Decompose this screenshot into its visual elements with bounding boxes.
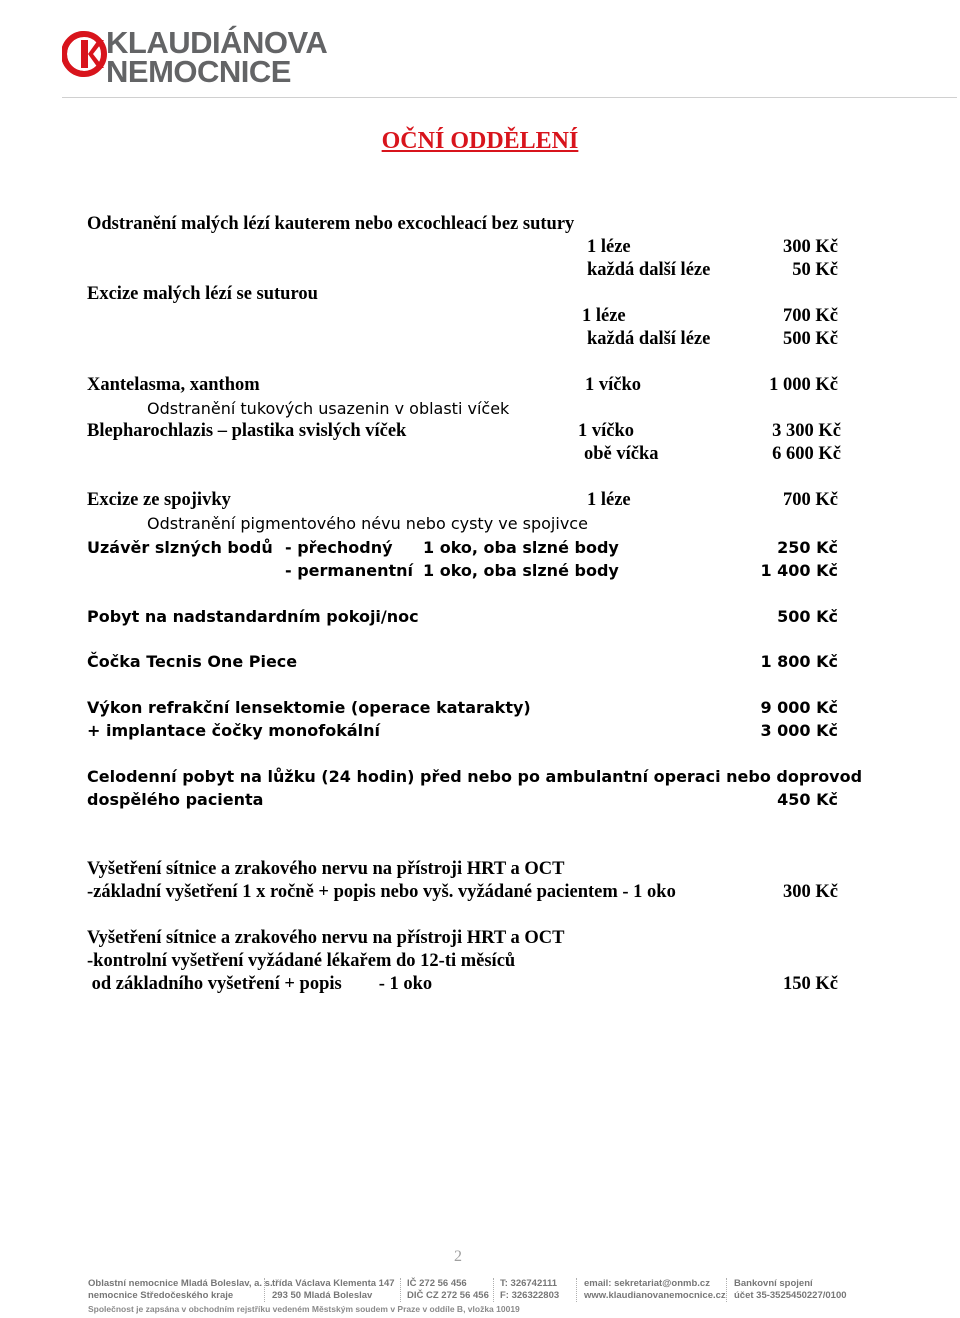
footer-phones xyxy=(500,1278,559,1302)
footer-company-sub: nemocnice Středočeského kraje xyxy=(88,1290,234,1301)
item-description: Odstranění tukových usazenin v oblasti víček xyxy=(147,399,510,418)
footer-ids xyxy=(407,1278,489,1302)
footer-contact xyxy=(584,1278,726,1302)
item-title: Blepharochlazis – plastika svislých víček xyxy=(87,421,407,441)
footer-city: 293 50 Mladá Boleslav xyxy=(272,1290,373,1301)
item-price: 450 Kč xyxy=(777,790,838,809)
item-quantity: 1 léze xyxy=(587,490,631,510)
item-type: - přechodný xyxy=(285,538,393,557)
footer-fax: F: 326322803 xyxy=(500,1290,560,1301)
item-quantity: 1 léze xyxy=(582,306,626,326)
item-title: dospělého pacienta xyxy=(87,790,264,809)
footer-registry-note: Společnost je zapsána v obchodním rejstříku vedeném Městským soudem v Praze v oddíle B, vložka 10019 xyxy=(88,1304,520,1314)
item-title: Odstranění malých lézí kauterem nebo excochleací bez sutury xyxy=(87,214,575,234)
item-quantity: 1 oko, oba slzné body xyxy=(423,561,619,580)
item-type: - permanentní xyxy=(285,561,414,580)
item-title: Xantelasma, xanthom xyxy=(87,375,260,395)
footer-phone: T: 326742111 xyxy=(500,1278,558,1289)
footer-bank-account: účet 35-3525450227/0100 xyxy=(734,1290,847,1301)
footer-ic: IČ 272 56 456 xyxy=(407,1278,467,1289)
item-quantity: 1 oko, oba slzné body xyxy=(423,538,619,557)
item-quantity: 1 víčko xyxy=(578,421,635,441)
item-title: Vyšetření sítnice a zrakového nervu na přístroji HRT a OCT xyxy=(87,859,565,879)
item-title: Čočka Tecnis One Piece xyxy=(87,652,298,671)
item-price: 9 000 Kč xyxy=(760,698,838,717)
item-quantity: 1 víčko xyxy=(585,375,642,395)
item-price: 3 300 Kč xyxy=(772,421,841,441)
item-title: Vyšetření sítnice a zrakového nervu na přístroji HRT a OCT xyxy=(87,928,565,948)
item-price: 300 Kč xyxy=(783,237,838,257)
footer-company xyxy=(88,1278,273,1302)
item-price: 3 000 Kč xyxy=(760,721,838,740)
footer-street: třída Václava Klementa 147 xyxy=(272,1278,395,1289)
item-title: Excize ze spojivky xyxy=(87,490,231,510)
item-quantity: obě víčka xyxy=(584,444,659,464)
footer-web: www.klaudianovanemocnice.cz xyxy=(584,1290,726,1301)
item-quantity: každá další léze xyxy=(587,260,711,280)
item-title: Celodenní pobyt na lůžku (24 hodin) před nebo po ambulantní operaci nebo doprovod xyxy=(87,767,863,786)
footer-bank-label: Bankovní spojení xyxy=(734,1278,813,1289)
logo-subtitle: NEMOCNICE xyxy=(106,54,291,89)
item-title: -základní vyšetření 1 x ročně + popis nebo vyš. vyžádané pacientem - 1 oko xyxy=(87,882,676,902)
item-title: -kontrolní vyšetření vyžádané lékařem do 12-ti měsíců xyxy=(87,951,516,971)
item-price: 500 Kč xyxy=(783,329,838,349)
item-description: Odstranění pigmentového névu nebo cysty ve spojivce xyxy=(147,514,588,533)
item-price: 300 Kč xyxy=(783,882,838,902)
footer-separator xyxy=(493,1278,495,1302)
footer-separator xyxy=(264,1278,266,1302)
page-title: OČNÍ ODDĚLENÍ xyxy=(381,128,579,154)
footer-separator xyxy=(400,1278,402,1302)
logo-name: KLAUDIÁNOVA xyxy=(106,25,328,60)
item-price: 250 Kč xyxy=(777,538,838,557)
item-title: Uzávěr slzných bodů xyxy=(87,538,273,557)
item-title: Výkon refrakční lensektomie (operace katarakty) xyxy=(87,698,531,717)
item-price: 500 Kč xyxy=(777,607,838,626)
footer-address xyxy=(272,1278,395,1302)
item-title: Pobyt na nadstandardním pokoji/noc xyxy=(87,607,419,626)
item-price: 1 800 Kč xyxy=(760,652,838,671)
footer-dic: DIČ CZ 272 56 456 xyxy=(407,1290,489,1301)
item-title: + implantace čočky monofokální xyxy=(87,721,381,740)
footer-company-name: Oblastní nemocnice Mladá Boleslav, a. s. xyxy=(88,1278,273,1289)
item-price: 1 000 Kč xyxy=(769,375,838,395)
footer xyxy=(88,1278,948,1314)
footer-email: email: sekretariat@onmb.cz xyxy=(584,1278,710,1289)
header-divider xyxy=(62,97,957,98)
item-quantity: každá další léze xyxy=(587,329,711,349)
item-price: 700 Kč xyxy=(783,490,838,510)
item-title: od základního vyšetření + popis - 1 oko xyxy=(87,974,433,994)
page-number: 2 xyxy=(454,1248,462,1265)
footer-separator xyxy=(726,1278,728,1302)
item-price: 1 400 Kč xyxy=(760,561,838,580)
item-quantity: 1 léze xyxy=(587,237,631,257)
footer-separator xyxy=(576,1278,578,1302)
item-price: 150 Kč xyxy=(783,974,838,994)
item-price: 6 600 Kč xyxy=(772,444,841,464)
footer-bank xyxy=(734,1278,847,1302)
item-price: 50 Kč xyxy=(792,260,838,280)
item-price: 700 Kč xyxy=(783,306,838,326)
item-title: Excize malých lézí se suturou xyxy=(87,284,318,304)
